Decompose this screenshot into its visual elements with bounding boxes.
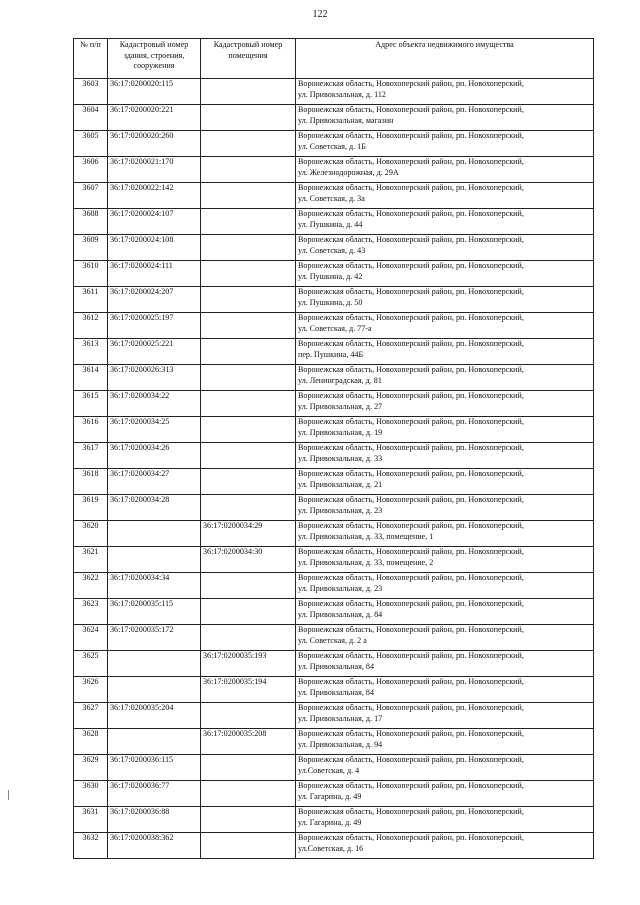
premises-cadastral-cell (201, 339, 296, 365)
address-cell (296, 677, 594, 703)
building-cadastral-cell: 36:17:0200036:88 (108, 807, 201, 833)
premises-cadastral-cell (201, 131, 296, 157)
row-number-cell: 3614 (74, 365, 108, 391)
building-cadastral-cell: 36:17:0200034:22 (108, 391, 201, 417)
address-cell (296, 651, 594, 677)
address-line-1: Воронежская область, Новохоперский район, рп. Новохоперский, (298, 807, 524, 816)
table-row (74, 391, 594, 417)
address-line-1: Воронежская область, Новохоперский район, рп. Новохоперский, (298, 391, 524, 400)
row-number-cell: 3619 (74, 495, 108, 521)
row-number-cell: 3624 (74, 625, 108, 651)
address-line-2: ул. Советская, д. 1Б (298, 141, 366, 151)
address-line-2: ул. Привокзальная, д. 33, помещение, 1 (298, 531, 434, 541)
address-line-1: Воронежская область, Новохоперский район, рп. Новохоперский, (298, 105, 524, 114)
address-line-1: Воронежская область, Новохоперский район, рп. Новохоперский, (298, 235, 524, 244)
address-cell (296, 183, 594, 209)
table-row (74, 79, 594, 105)
building-cadastral-cell: 36:17:0200020:260 (108, 131, 201, 157)
address-line-2: ул. Привокзальная, д. 112 (298, 89, 386, 99)
premises-cadastral-cell (201, 625, 296, 651)
row-number-cell: 3615 (74, 391, 108, 417)
building-cadastral-cell: 36:17:0200034:28 (108, 495, 201, 521)
premises-cadastral-cell (201, 235, 296, 261)
table-row (74, 651, 594, 677)
address-line-2: ул. Привокзальная, д. 23 (298, 583, 383, 593)
table-row (74, 833, 594, 859)
address-line-1: Воронежская область, Новохоперский район, рп. Новохоперский, (298, 495, 524, 504)
address-line-1: Воронежская область, Новохоперский район, рп. Новохоперский, (298, 599, 524, 608)
premises-cadastral-cell (201, 807, 296, 833)
row-number-cell: 3622 (74, 573, 108, 599)
building-cadastral-cell (108, 547, 201, 573)
address-line-1: Воронежская область, Новохоперский район, рп. Новохоперский, (298, 573, 524, 582)
address-line-2: ул. Гагарина, д. 49 (298, 817, 362, 827)
table-row (74, 807, 594, 833)
premises-cadastral-cell: 36:17:0200035:194 (201, 677, 296, 703)
address-line-1: Воронежская область, Новохоперский район, рп. Новохоперский, (298, 651, 524, 660)
row-number-cell: 3604 (74, 105, 108, 131)
address-cell (296, 105, 594, 131)
address-cell (296, 547, 594, 573)
address-line-2: ул. Привокзальная, д. 33 (298, 453, 383, 463)
building-cadastral-cell: 36:17:0200025:221 (108, 339, 201, 365)
address-cell (296, 469, 594, 495)
address-cell (296, 339, 594, 365)
header-premises-cadastral: Кадастровый номер помещения (201, 39, 296, 79)
row-number-cell: 3605 (74, 131, 108, 157)
address-line-1: Воронежская область, Новохоперский район, рп. Новохоперский, (298, 547, 524, 556)
building-cadastral-cell: 36:17:0200024:207 (108, 287, 201, 313)
row-number-cell: 3627 (74, 703, 108, 729)
premises-cadastral-cell (201, 703, 296, 729)
table-row (74, 625, 594, 651)
building-cadastral-cell: 36:17:0200024:108 (108, 235, 201, 261)
table-row (74, 443, 594, 469)
table-row (74, 729, 594, 755)
table-row (74, 261, 594, 287)
building-cadastral-cell: 36:17:0200020:115 (108, 79, 201, 105)
address-cell (296, 79, 594, 105)
premises-cadastral-cell (201, 183, 296, 209)
address-cell (296, 625, 594, 651)
address-line-1: Воронежская область, Новохоперский район, рп. Новохоперский, (298, 417, 524, 426)
row-number-cell: 3611 (74, 287, 108, 313)
address-line-2: ул. Железнодорожная, д. 29А (298, 167, 399, 177)
row-number-cell: 3632 (74, 833, 108, 859)
address-line-1: Воронежская область, Новохоперский район, рп. Новохоперский, (298, 339, 524, 348)
table-row (74, 209, 594, 235)
address-line-1: Воронежская область, Новохоперский район, рп. Новохоперский, (298, 157, 524, 166)
row-number-cell: 3617 (74, 443, 108, 469)
address-cell (296, 417, 594, 443)
building-cadastral-cell: 36:17:0200021:170 (108, 157, 201, 183)
address-line-2: ул. Гагарина, д. 49 (298, 791, 362, 801)
address-cell (296, 365, 594, 391)
address-line-1: Воронежская область, Новохоперский район, рп. Новохоперский, (298, 677, 524, 686)
row-number-cell: 3612 (74, 313, 108, 339)
premises-cadastral-cell (201, 573, 296, 599)
address-line-1: Воронежская область, Новохоперский район, рп. Новохоперский, (298, 521, 524, 530)
address-cell (296, 261, 594, 287)
premises-cadastral-cell (201, 313, 296, 339)
address-line-2: пер. Пушкина, 44Б (298, 349, 364, 359)
premises-cadastral-cell (201, 157, 296, 183)
address-line-2: ул. Привокзальная, магазин (298, 115, 394, 125)
address-line-2: ул. Советская, д. 2 а (298, 635, 367, 645)
premises-cadastral-cell: 36:17:0200034:29 (201, 521, 296, 547)
building-cadastral-cell: 36:17:0200025:197 (108, 313, 201, 339)
building-cadastral-cell: 36:17:0200034:26 (108, 443, 201, 469)
address-line-2: ул. Привокзальная, д. 94 (298, 739, 383, 749)
property-register-table (73, 38, 594, 859)
building-cadastral-cell (108, 729, 201, 755)
row-number-cell: 3603 (74, 79, 108, 105)
premises-cadastral-cell (201, 287, 296, 313)
table-row (74, 521, 594, 547)
address-cell (296, 573, 594, 599)
table-row (74, 287, 594, 313)
table-row (74, 131, 594, 157)
address-cell (296, 391, 594, 417)
premises-cadastral-cell (201, 105, 296, 131)
premises-cadastral-cell (201, 755, 296, 781)
premises-cadastral-cell: 36:17:0200035:193 (201, 651, 296, 677)
address-line-2: ул. Привокзальная, д. 27 (298, 401, 383, 411)
address-cell (296, 521, 594, 547)
table-row (74, 339, 594, 365)
address-line-2: ул. Советская, д. 43 (298, 245, 366, 255)
margin-mark (8, 790, 9, 800)
address-cell (296, 495, 594, 521)
premises-cadastral-cell (201, 417, 296, 443)
premises-cadastral-cell (201, 599, 296, 625)
table-header-row (74, 39, 594, 79)
header-building-cadastral: Кадастровый номер здания, строения, сооружения (108, 39, 201, 79)
table-row (74, 105, 594, 131)
header-num: № п/п (74, 39, 108, 79)
address-cell (296, 755, 594, 781)
table-row (74, 703, 594, 729)
row-number-cell: 3607 (74, 183, 108, 209)
address-cell (296, 599, 594, 625)
address-line-2: ул. Привокзальная, д. 21 (298, 479, 383, 489)
table-row (74, 365, 594, 391)
row-number-cell: 3609 (74, 235, 108, 261)
address-line-1: Воронежская область, Новохоперский район, рп. Новохоперский, (298, 131, 524, 140)
address-cell (296, 729, 594, 755)
building-cadastral-cell: 36:17:0200036:77 (108, 781, 201, 807)
page-number: 122 (312, 9, 328, 20)
row-number-cell: 3620 (74, 521, 108, 547)
address-line-1: Воронежская область, Новохоперский район, рп. Новохоперский, (298, 209, 524, 218)
address-cell (296, 131, 594, 157)
building-cadastral-cell: 36:17:0200035:115 (108, 599, 201, 625)
row-number-cell: 3621 (74, 547, 108, 573)
address-line-1: Воронежская область, Новохоперский район, рп. Новохоперский, (298, 833, 524, 842)
address-cell (296, 287, 594, 313)
premises-cadastral-cell (201, 443, 296, 469)
building-cadastral-cell: 36:17:0200024:107 (108, 209, 201, 235)
row-number-cell: 3628 (74, 729, 108, 755)
premises-cadastral-cell (201, 209, 296, 235)
table-row (74, 183, 594, 209)
row-number-cell: 3618 (74, 469, 108, 495)
table-row (74, 573, 594, 599)
table-row (74, 547, 594, 573)
building-cadastral-cell: 36:17:0200022:142 (108, 183, 201, 209)
table-row (74, 313, 594, 339)
building-cadastral-cell: 36:17:0200034:27 (108, 469, 201, 495)
table-row (74, 781, 594, 807)
row-number-cell: 3616 (74, 417, 108, 443)
premises-cadastral-cell (201, 781, 296, 807)
address-line-2: ул. Ленинградская, д. 81 (298, 375, 382, 385)
address-cell (296, 235, 594, 261)
premises-cadastral-cell: 36:17:0200035:208 (201, 729, 296, 755)
table-row (74, 755, 594, 781)
premises-cadastral-cell (201, 365, 296, 391)
address-line-1: Воронежская область, Новохоперский район, рп. Новохоперский, (298, 443, 524, 452)
address-line-2: ул. Пушкина, д. 44 (298, 219, 363, 229)
address-line-1: Воронежская область, Новохоперский район, рп. Новохоперский, (298, 781, 524, 790)
address-line-1: Воронежская область, Новохоперский район, рп. Новохоперский, (298, 625, 524, 634)
table-row (74, 677, 594, 703)
address-cell (296, 209, 594, 235)
building-cadastral-cell: 36:17:0200035:172 (108, 625, 201, 651)
building-cadastral-cell: 36:17:0200038:362 (108, 833, 201, 859)
address-line-1: Воронежская область, Новохоперский район, рп. Новохоперский, (298, 313, 524, 322)
table-row (74, 469, 594, 495)
address-line-2: ул. Советская, д. 77-а (298, 323, 372, 333)
address-cell (296, 703, 594, 729)
address-line-2: ул. Советская, д. 3а (298, 193, 365, 203)
address-line-1: Воронежская область, Новохоперский район, рп. Новохоперский, (298, 755, 524, 764)
address-line-1: Воронежская область, Новохоперский район, рп. Новохоперский, (298, 729, 524, 738)
row-number-cell: 3610 (74, 261, 108, 287)
row-number-cell: 3625 (74, 651, 108, 677)
row-number-cell: 3626 (74, 677, 108, 703)
address-line-1: Воронежская область, Новохоперский район, рп. Новохоперский, (298, 183, 524, 192)
address-line-1: Воронежская область, Новохоперский район, рп. Новохоперский, (298, 287, 524, 296)
address-line-1: Воронежская область, Новохоперский район, рп. Новохоперский, (298, 365, 524, 374)
address-cell (296, 833, 594, 859)
building-cadastral-cell: 36:17:0200034:25 (108, 417, 201, 443)
building-cadastral-cell: 36:17:0200020:221 (108, 105, 201, 131)
premises-cadastral-cell (201, 261, 296, 287)
address-cell (296, 157, 594, 183)
building-cadastral-cell: 36:17:0200034:34 (108, 573, 201, 599)
building-cadastral-cell: 36:17:0200024:111 (108, 261, 201, 287)
address-line-1: Воронежская область, Новохоперский район, рп. Новохоперский, (298, 703, 524, 712)
address-line-1: Воронежская область, Новохоперский район, рп. Новохоперский, (298, 261, 524, 270)
address-line-2: ул. Привокзальная, д. 33, помещение, 2 (298, 557, 434, 567)
building-cadastral-cell (108, 677, 201, 703)
row-number-cell: 3613 (74, 339, 108, 365)
building-cadastral-cell: 36:17:0200035:204 (108, 703, 201, 729)
address-line-2: ул. Пушкина, д. 42 (298, 271, 363, 281)
table-row (74, 417, 594, 443)
row-number-cell: 3608 (74, 209, 108, 235)
address-cell (296, 443, 594, 469)
address-line-2: ул.Советская, д. 16 (298, 843, 364, 853)
address-cell (296, 807, 594, 833)
row-number-cell: 3629 (74, 755, 108, 781)
address-line-2: ул. Привокзальная, д. 84 (298, 609, 383, 619)
address-line-1: Воронежская область, Новохоперский район, рп. Новохоперский, (298, 469, 524, 478)
premises-cadastral-cell: 36:17:0200034:30 (201, 547, 296, 573)
table-row (74, 599, 594, 625)
table-row (74, 235, 594, 261)
building-cadastral-cell: 36:17:0200036:115 (108, 755, 201, 781)
table-row (74, 495, 594, 521)
header-address: Адрес объекта недвижимого имущества (296, 39, 594, 79)
premises-cadastral-cell (201, 495, 296, 521)
premises-cadastral-cell (201, 469, 296, 495)
row-number-cell: 3623 (74, 599, 108, 625)
address-line-2: ул. Пушкина, д. 50 (298, 297, 363, 307)
address-line-2: ул. Привокзальная, д. 23 (298, 505, 383, 515)
address-cell (296, 781, 594, 807)
building-cadastral-cell (108, 651, 201, 677)
premises-cadastral-cell (201, 833, 296, 859)
address-line-2: ул. Привокзальная, д. 19 (298, 427, 383, 437)
address-line-2: ул. Привокзальная, д. 17 (298, 713, 383, 723)
address-line-2: ул. Привокзальная, 84 (298, 661, 375, 671)
building-cadastral-cell (108, 521, 201, 547)
address-cell (296, 313, 594, 339)
premises-cadastral-cell (201, 391, 296, 417)
address-line-1: Воронежская область, Новохоперский район, рп. Новохоперский, (298, 79, 524, 88)
address-line-2: ул.Советская, д. 4 (298, 765, 360, 775)
row-number-cell: 3606 (74, 157, 108, 183)
address-line-2: ул. Привокзальная, 84 (298, 687, 375, 697)
building-cadastral-cell: 36:17:0200026:313 (108, 365, 201, 391)
table-row (74, 157, 594, 183)
row-number-cell: 3631 (74, 807, 108, 833)
row-number-cell: 3630 (74, 781, 108, 807)
premises-cadastral-cell (201, 79, 296, 105)
